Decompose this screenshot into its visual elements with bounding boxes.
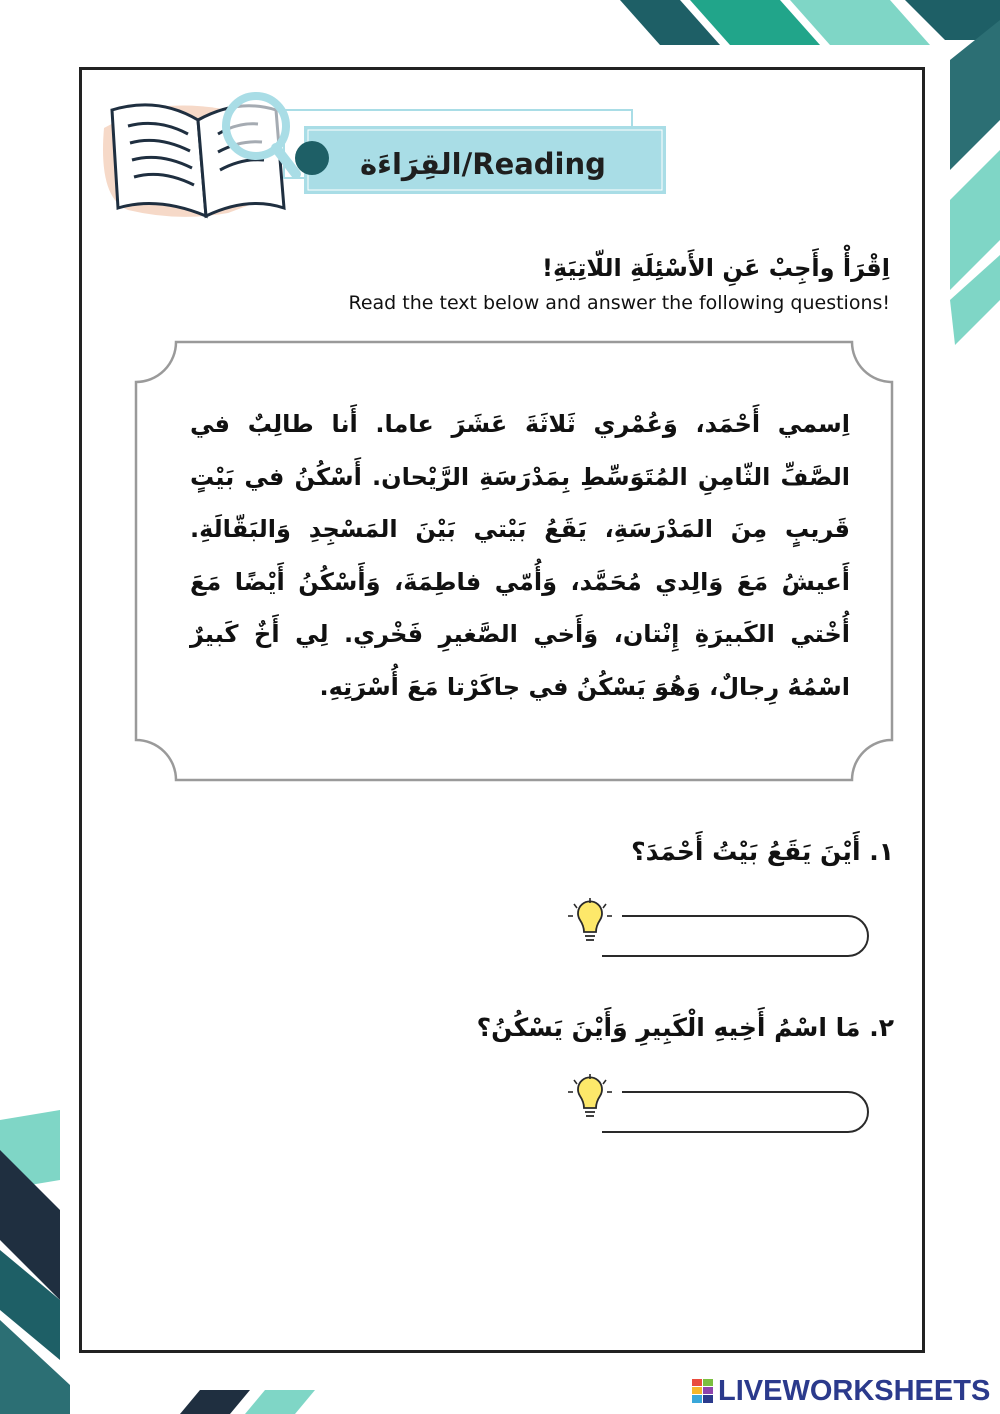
question-number: ٢. xyxy=(869,1013,894,1042)
answer-field-1[interactable] xyxy=(566,898,872,960)
question-text: أَيْنَ يَقَعُ بَيْتُ أَحْمَدَ؟ xyxy=(631,837,861,866)
liveworksheets-brand[interactable] xyxy=(692,1371,990,1411)
answer-field-2[interactable] xyxy=(566,1074,872,1136)
answer-input-2[interactable] xyxy=(628,1096,856,1130)
reading-passage: اِسمي أَحْمَد، وَعُمْري ثَلاثَةَ عَشَرَ عاما. أَنا طالِبٌ في الصَّفِّ الثّامِنِ المُتَوَسِّطِ بِمَدْرَسَةِ الرَّيْحان. أَسْكُنُ في بَيْتٍ قَريبٍ مِنَ المَدْرَسَةِ، يَقَعُ بَيْتي بَيْنَ المَسْجِدِ وَالبَقّالَةِ. أَعيشُ مَعَ وَالِدي مُحَمَّد، وَأُمّي فاطِمَةَ، وَأَسْكُنُ أَيْضًا مَعَ أُخْتي الكَبيرَةِ إِنْتان، وَأَخي الصَّغيرِ فَخْري. لِي أَخٌ كَبيرٌ اسْمُهُ رِجالٌ، وَهُوَ يَسْكُنُ في جاكَرْتا مَعَ أُسْرَتِهِ. xyxy=(190,410,850,701)
answer-input-1[interactable] xyxy=(628,920,856,954)
page-title: القِرَاءَة/Reading xyxy=(360,147,606,181)
question-1 xyxy=(294,832,894,872)
question-2 xyxy=(294,1008,894,1048)
lightbulb-icon xyxy=(568,898,612,940)
brand-name: LIVEWORKSHEETS xyxy=(718,1374,991,1407)
question-number: ١. xyxy=(869,837,894,866)
instruction-arabic: اِقْرَأْ وأَجِبْ عَنِ الأَسْئِلَةِ اللّاتِيَةِ! xyxy=(542,254,890,282)
liveworksheets-logo-icon xyxy=(692,1377,714,1405)
instruction-english: Read the text below and answer the following questions! xyxy=(348,292,890,314)
lightbulb-icon xyxy=(568,1074,612,1116)
question-text: مَا اسْمُ أَخِيهِ الْكَبِيرِ وَأَيْنَ يَسْكُنُ؟ xyxy=(476,1013,861,1042)
